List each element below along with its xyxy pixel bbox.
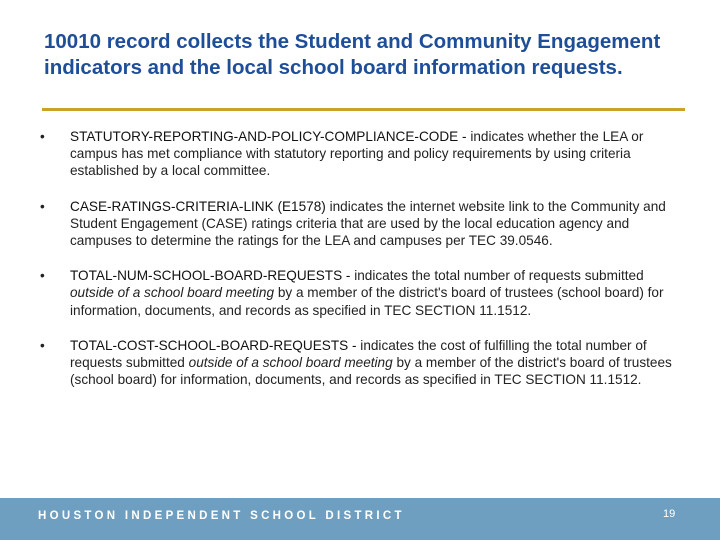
footer-organization: HOUSTON INDEPENDENT SCHOOL DISTRICT <box>38 510 405 522</box>
field-description: indicates the internet website link to the Community and Student Engagement (CASE) ratings criteria that are used by the local education agency and campuses to determine the ratings for the LEA and campuses per TEC 39.0546. <box>70 198 666 249</box>
field-name: CASE-RATINGS-CRITERIA-LINK (E1578) <box>70 198 326 214</box>
slide-title: 10010 record collects the Student and Community Engagement indicators and the local school board information requests. <box>44 30 661 79</box>
field-name: STATUTORY-REPORTING-AND-POLICY-COMPLIANCE-CODE - <box>70 129 467 144</box>
field-description-emphasis: outside of a school board meeting <box>188 355 393 371</box>
field-description-emphasis: outside of a school board meeting <box>70 285 275 301</box>
bullet-item-compliance-code <box>40 128 685 180</box>
field-name: TOTAL-NUM-SCHOOL-BOARD-REQUESTS - <box>70 268 351 284</box>
field-description-end: by a member of the district's board of trustees (school board) for information, documents, and records as specified in TEC SECTION 11.1512. <box>70 355 672 388</box>
bullet-marker: • <box>40 129 45 144</box>
page-number: 19 <box>663 508 676 520</box>
bullet-marker: • <box>40 337 45 353</box>
field-description-end: by a member of the district's board of trustees (school board) for information, documents, and records as specified in TEC SECTION 11.1512. <box>70 285 664 318</box>
field-description-start: indicates the cost of fulfilling the total number of requests submitted <box>70 337 647 371</box>
field-description-start: indicates the total number of requests submitted <box>350 268 644 284</box>
bullet-list <box>40 128 685 406</box>
title-divider <box>42 108 685 111</box>
bullet-item-case-ratings-link <box>40 198 685 250</box>
field-name: TOTAL-COST-SCHOOL-BOARD-REQUESTS - <box>70 337 357 353</box>
bullet-item-num-board-requests <box>40 267 685 319</box>
bullet-item-cost-board-requests <box>40 337 685 389</box>
bullet-marker: • <box>40 268 45 284</box>
field-description: indicates whether the LEA or campus has met compliance with statutory reporting and policy requirements by using criteria established by a local committee. <box>70 129 644 179</box>
bullet-marker: • <box>40 198 45 214</box>
